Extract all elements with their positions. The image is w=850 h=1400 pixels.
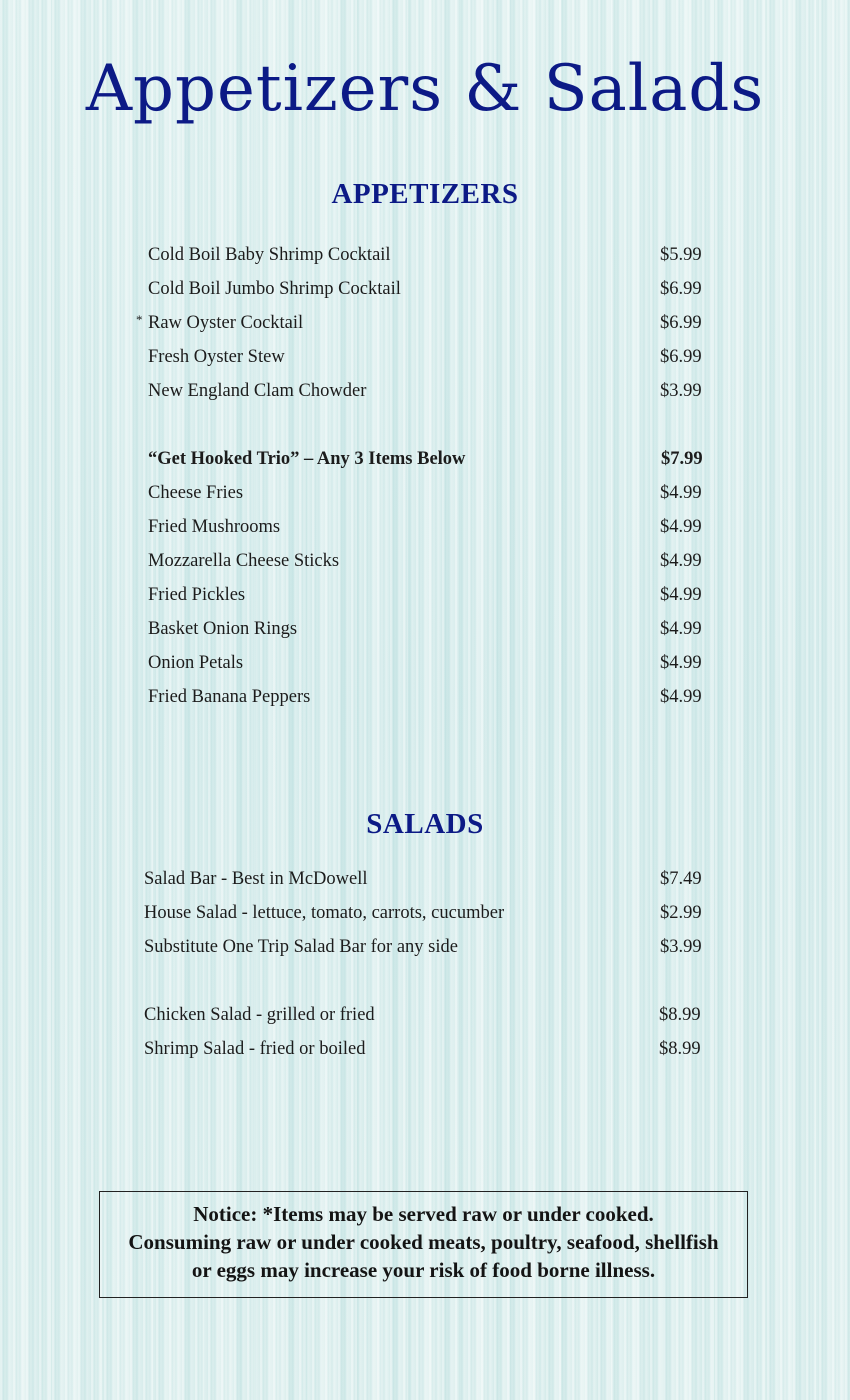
item-price: $4.99 <box>660 653 702 673</box>
item-name: Basket Onion Rings <box>148 619 298 639</box>
item-name: Cold Boil Jumbo Shrimp Cocktail <box>148 279 401 299</box>
item-price: $4.99 <box>660 483 702 503</box>
item-price: $4.99 <box>660 585 702 605</box>
item-name: Substitute One Trip Salad Bar for any side <box>144 937 458 957</box>
item-name: New England Clam Chowder <box>148 381 367 401</box>
menu-item <box>148 646 708 680</box>
item-name: Fried Pickles <box>148 585 246 605</box>
item-price: $7.49 <box>660 869 702 889</box>
menu-item <box>148 680 708 714</box>
menu-item <box>148 238 708 272</box>
menu-item <box>148 374 708 408</box>
menu-item <box>148 578 708 612</box>
item-price: $3.99 <box>660 937 702 957</box>
menu-item <box>144 896 709 930</box>
item-name: Chicken Salad - grilled or fried <box>144 1005 375 1025</box>
item-price: $4.99 <box>660 551 702 571</box>
item-price: $5.99 <box>660 245 702 265</box>
item-price: $3.99 <box>660 381 702 401</box>
menu-item <box>148 612 708 646</box>
food-safety-notice <box>99 1191 748 1298</box>
appetizers-heading: APPETIZERS <box>331 178 519 210</box>
item-price: $8.99 <box>659 1005 701 1025</box>
menu-item <box>148 340 708 374</box>
menu-item <box>148 510 708 544</box>
item-name: Fresh Oyster Stew <box>148 347 285 367</box>
page-title: Appetizers & Salads <box>85 52 765 126</box>
menu-item <box>148 476 708 510</box>
item-price: $2.99 <box>660 903 702 923</box>
menu-item <box>148 272 708 306</box>
item-price: $4.99 <box>660 619 702 639</box>
menu-item <box>144 998 709 1032</box>
item-price: $4.99 <box>660 687 702 707</box>
notice-line: Consuming raw or under cooked meats, poultry, seafood, shellfish <box>128 1230 719 1254</box>
item-name: House Salad - lettuce, tomato, carrots, cucumber <box>144 903 505 923</box>
trio-item <box>148 442 708 476</box>
item-name: Mozzarella Cheese Sticks <box>148 551 340 571</box>
item-name: Raw Oyster Cocktail <box>148 313 304 333</box>
item-price: $6.99 <box>660 347 702 367</box>
salads-list <box>144 862 709 1066</box>
item-price: $6.99 <box>660 279 702 299</box>
menu-item <box>136 306 708 340</box>
menu-item <box>144 930 709 964</box>
item-name: Shrimp Salad - fried or boiled <box>144 1039 366 1059</box>
item-price: $7.99 <box>661 449 703 469</box>
item-price: $8.99 <box>659 1039 701 1059</box>
appetizers-list <box>136 238 708 714</box>
item-name: Fried Mushrooms <box>148 517 281 537</box>
notice-line: Notice: *Items may be served raw or under cooked. <box>193 1202 654 1226</box>
notice-line: or eggs may increase your risk of food borne illness. <box>191 1258 656 1282</box>
item-name: Onion Petals <box>148 653 244 673</box>
item-name: “Get Hooked Trio” – Any 3 Items Below <box>148 449 466 469</box>
item-name: Cold Boil Baby Shrimp Cocktail <box>148 245 391 265</box>
salads-heading: SALADS <box>366 808 484 840</box>
item-name: Cheese Fries <box>148 483 244 503</box>
item-price: $4.99 <box>660 517 702 537</box>
menu-item <box>144 1032 709 1066</box>
menu-item <box>144 862 709 896</box>
menu-item <box>148 544 708 578</box>
raw-item-marker: * <box>136 312 143 327</box>
item-price: $6.99 <box>660 313 702 333</box>
item-name: Fried Banana Peppers <box>148 687 311 707</box>
item-name: Salad Bar - Best in McDowell <box>144 869 368 889</box>
